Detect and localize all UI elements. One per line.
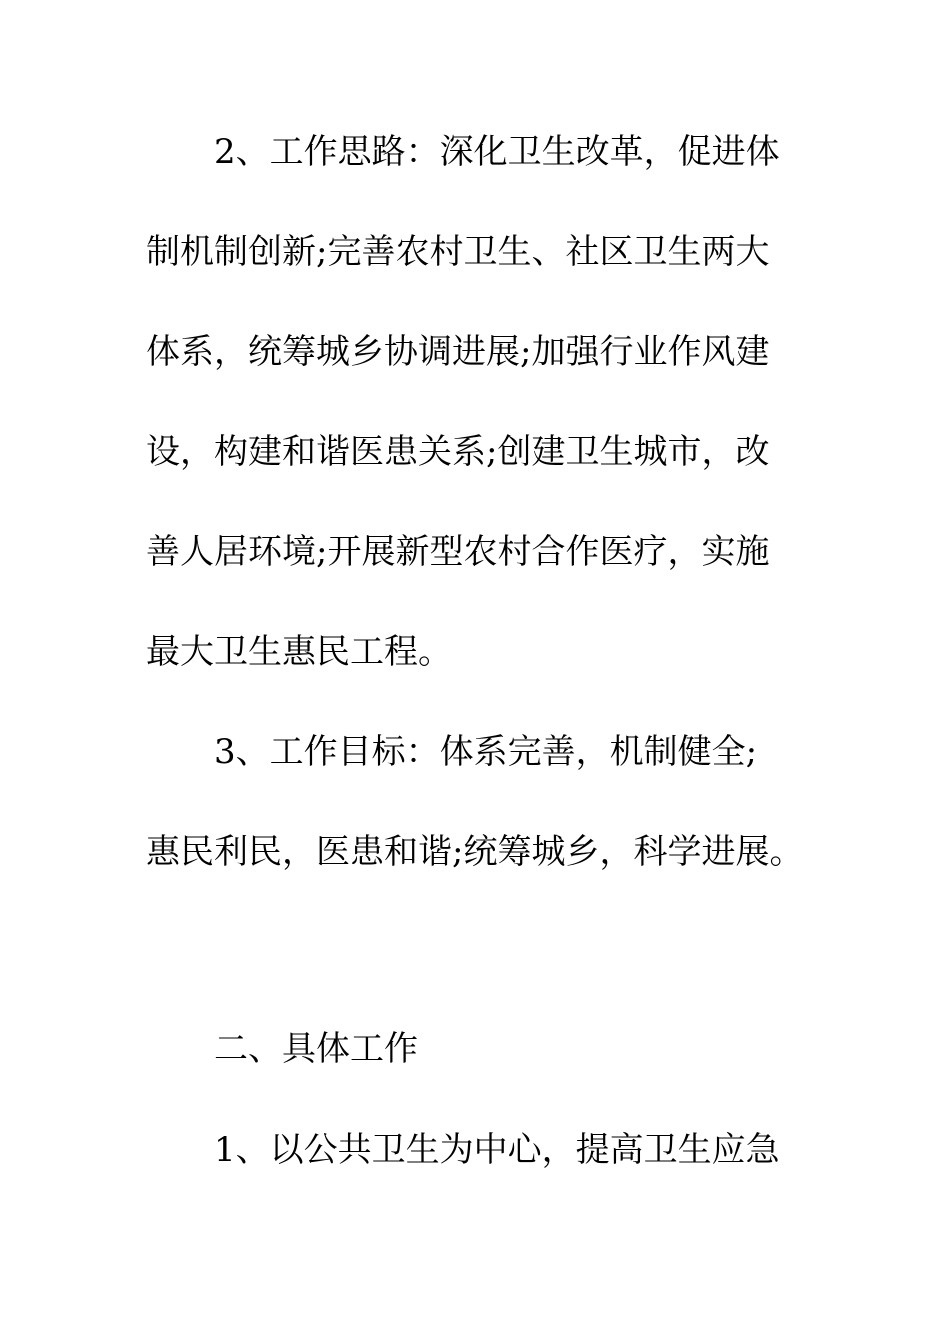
paragraph-2-line-2: 制机制创新;完善农村卫生、社区卫生两大: [146, 232, 770, 272]
paragraph-2-line-4: 设，构建和谐医患关系;创建卫生城市，改: [146, 432, 770, 472]
paragraph-2-line-5: 善人居环境;开展新型农村合作医疗，实施: [146, 532, 770, 572]
paragraph-2-line-1: 2、工作思路：深化卫生改革，促进体: [214, 132, 780, 172]
paragraph-3-line-1: 3、工作目标：体系完善，机制健全;: [214, 732, 758, 772]
paragraph-section-1-line-1: 1、以公共卫生为中心，提高卫生应急: [214, 1130, 780, 1170]
paragraph-2-line-6: 最大卫生惠民工程。: [146, 632, 452, 672]
paragraph-3-line-2: 惠民利民，医患和谐;统筹城乡，科学进展。: [146, 832, 804, 872]
section-heading: 二、具体工作: [214, 1029, 418, 1069]
paragraph-2-line-3: 体系，统筹城乡协调进展;加强行业作风建: [146, 332, 770, 372]
